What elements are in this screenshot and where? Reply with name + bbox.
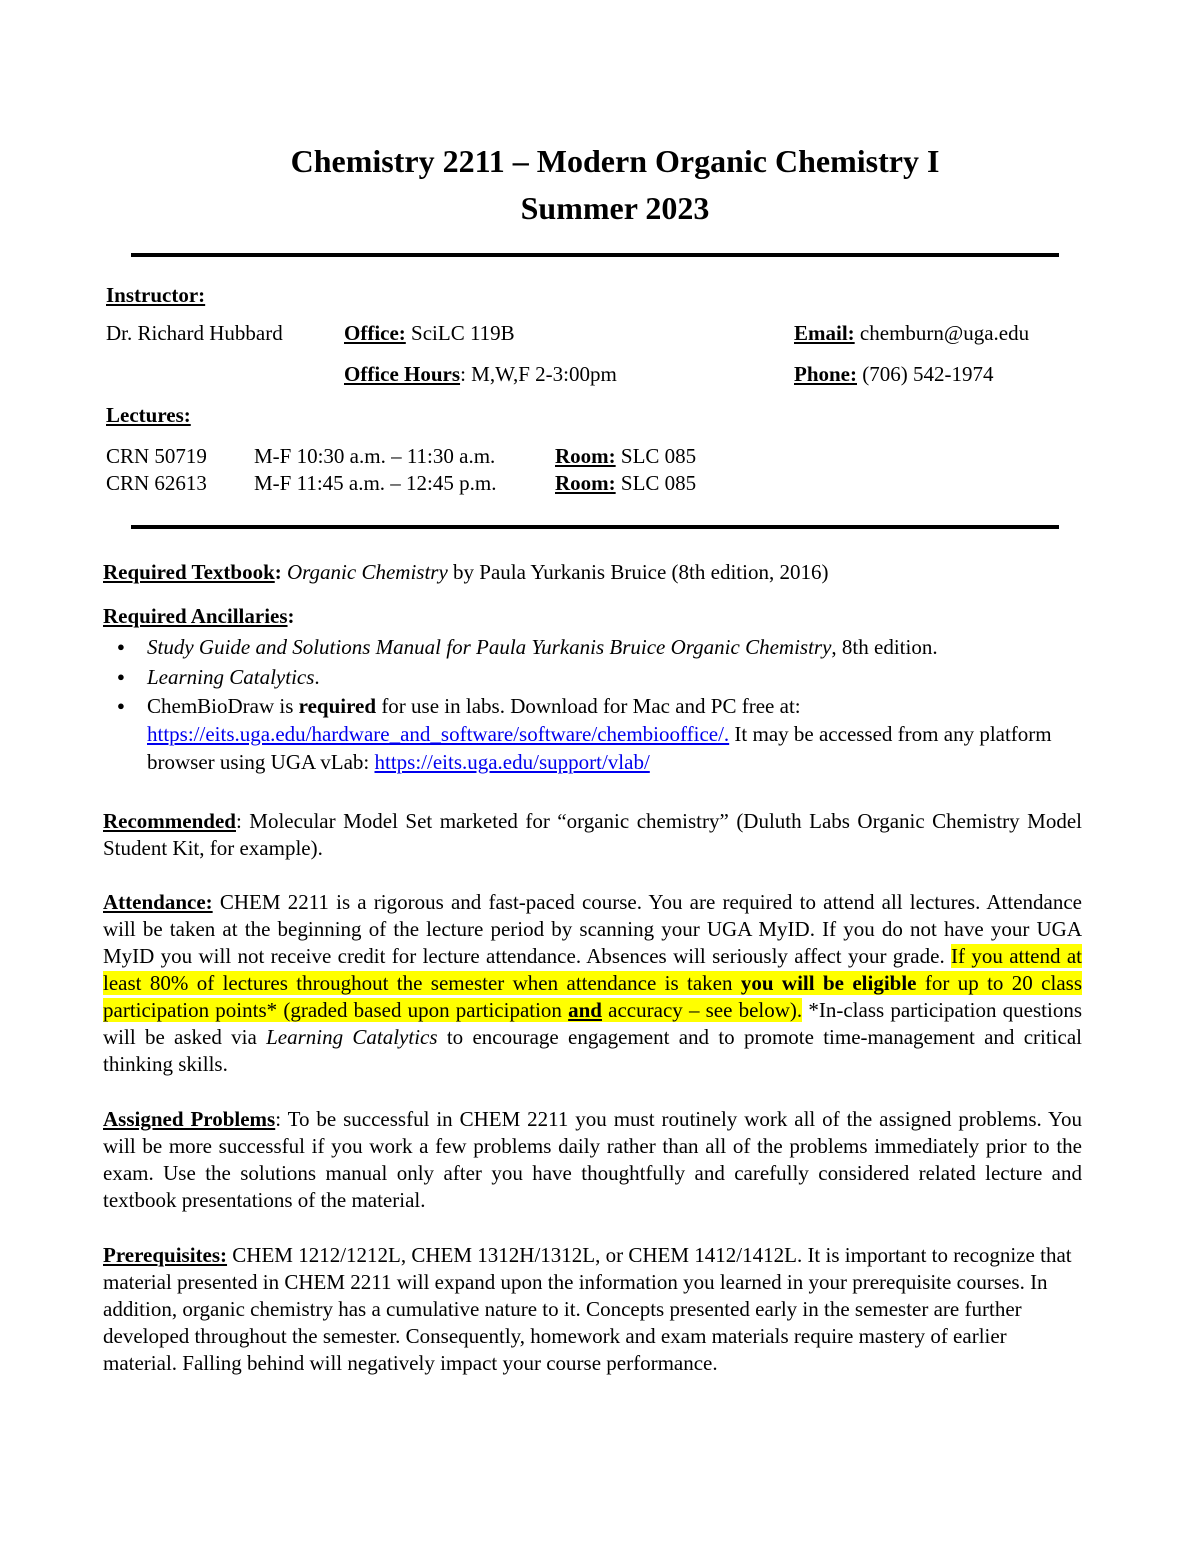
attendance-highlight: If you attend at least 80% of lectures throughout the semester when attendance is taken [103, 944, 1082, 995]
assigned-problems-text: : To be successful in CHEM 2211 you must routinely work all of the assigned problems. You will be more successful if you work a few problems daily rather than all of the problems immediately prior to the exam. Use the solutions manual only after you have thoughtfully and carefully considered related lecture and textbook presentations of the material. [103, 1107, 1083, 1212]
lecture-time: M-F 10:30 a.m. – 11:30 a.m. [254, 444, 496, 468]
office-hours-colon: : [460, 362, 466, 386]
learning-catalytics-period: . [314, 665, 320, 689]
bottom-divider [131, 525, 1059, 529]
office-hours-label: Office Hours [344, 362, 461, 386]
list-item [103, 692, 1082, 776]
office-info [344, 320, 515, 346]
room-label: Room: [555, 444, 616, 468]
textbook-title: Organic Chemistry [287, 560, 448, 584]
attendance-text: CHEM 2211 is a rigorous and fast-paced course. You are required to attend all lectures. Attendance will be taken at the beginning of the lecture period by scanning your UGA MyID. If you do not have your UGA MyID you will not receive credit for lecture attendance. Absences will seriously affect your grade. [103, 890, 1082, 968]
lecture-room [555, 470, 696, 496]
room-value: SLC 085 [620, 444, 697, 468]
chembiodraw-download-text: for use in labs. Download for Mac and PC free at: [376, 694, 801, 718]
participation-text-end: to encourage engagement and to promote time-management and critical thinking skills. [103, 1025, 1082, 1076]
phone-label: Phone: [794, 362, 857, 386]
room-label: Room: [555, 471, 616, 495]
learning-catalytics-mention: Learning Catalytics [266, 1025, 438, 1049]
course-title: Chemistry 2211 – Modern Organic Chemistry I [290, 143, 940, 179]
textbook-details: by Paula Yurkanis Bruice (8th edition, 2016) [447, 560, 829, 584]
lecture-room [555, 443, 696, 469]
email-value[interactable]: chemburn@uga.edu [859, 321, 1030, 345]
study-guide-title: Study Guide and Solutions Manual for Paula Yurkanis Bruice Organic Chemistry [147, 635, 832, 659]
vlab-text: It may be accessed from any platform browser using UGA vLab: [147, 722, 1052, 774]
phone-value: (706) 542-1974 [862, 362, 994, 386]
ancillaries-colon: : [287, 604, 295, 628]
recommended-paragraph [103, 808, 1082, 862]
room-value: SLC 085 [620, 471, 697, 495]
vlab-link[interactable]: https://eits.uga.edu/support/vlab/ [374, 750, 650, 774]
office-value: SciLC 119B [411, 321, 515, 345]
email-info [794, 320, 1029, 346]
learning-catalytics-title: Learning Catalytics [147, 665, 315, 689]
assigned-problems-paragraph [103, 1106, 1082, 1214]
lecture-time: M-F 11:45 a.m. – 12:45 p.m. [254, 471, 497, 495]
ancillaries-label: Required Ancillaries [103, 604, 288, 628]
list-item [103, 662, 1082, 692]
assigned-problems-label: Assigned Problems [103, 1107, 276, 1131]
textbook-label: Required Textbook [103, 560, 275, 584]
term-title: Summer 2023 [520, 190, 710, 226]
eligible-emphasis: you will be eligible [740, 971, 917, 995]
lecture-crn: CRN 50719 [106, 444, 207, 468]
email-label: Email: [794, 321, 855, 345]
textbook-paragraph [103, 559, 1082, 586]
instructor-heading: Instructor: [106, 283, 206, 307]
phone-info [794, 361, 993, 387]
study-guide-edition: , 8th edition. [831, 635, 938, 659]
attendance-highlight: for up to 20 class participation points* (graded based upon participation [103, 971, 1082, 1022]
ancillaries-heading [103, 603, 1082, 630]
attendance-paragraph [103, 889, 1082, 1078]
office-hours-value: M,W,F 2-3:00pm [471, 362, 617, 386]
prerequisites-paragraph [103, 1242, 1082, 1377]
prerequisites-label: Prerequisites: [103, 1243, 228, 1267]
and-emphasis: and [568, 998, 602, 1022]
recommended-label: Recommended [103, 809, 236, 833]
prerequisites-text: CHEM 1212/1212L, CHEM 1312H/1312L, or CHEM 1412/1412L. It is important to recognize that material presented in CHEM 2211 will expand upon the information you learned in your prerequisite courses. In addition, organic chemistry has a cumulative nature to it. Concepts presented early in the semester are further developed throughout the semester. Consequently, homework and exam materials require mastery of earlier material. Falling behind will negatively impact your course performance. [103, 1243, 1072, 1375]
required-emphasis: required [298, 694, 377, 718]
participation-text: *In-class participation questions will be asked via [103, 998, 1082, 1049]
office-hours-info [344, 361, 617, 387]
ancillaries-list [103, 632, 1082, 776]
recommended-text: : Molecular Model Set marketed for “organic chemistry” (Duluth Labs Organic Chemistry Model Student Kit, for example). [103, 809, 1082, 860]
lecture-crn: CRN 62613 [106, 471, 207, 495]
attendance-highlight: accuracy – see below). [601, 998, 803, 1022]
textbook-colon: : [274, 560, 282, 584]
chembiodraw-text: ChemBioDraw is [147, 694, 299, 718]
lectures-heading: Lectures: [106, 403, 191, 427]
chembiooffice-link[interactable]: https://eits.uga.edu/hardware_and_software/software/chembiooffice/. [147, 722, 730, 746]
attendance-label: Attendance: [103, 890, 213, 914]
top-divider [131, 253, 1059, 257]
instructor-name: Dr. Richard Hubbard [106, 321, 283, 345]
list-item [103, 632, 1082, 662]
office-label: Office: [344, 321, 406, 345]
